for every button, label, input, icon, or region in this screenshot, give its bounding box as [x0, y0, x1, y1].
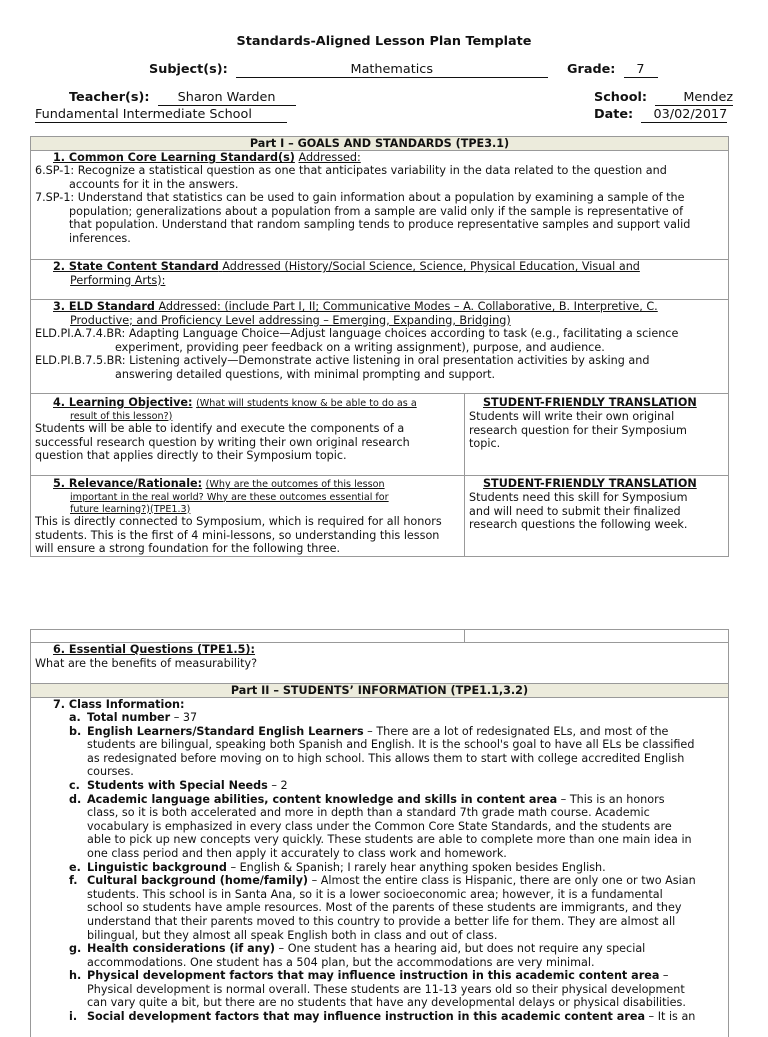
section-7-cell [30, 697, 729, 1037]
date-row [594, 107, 727, 123]
s6-text: What are the benefits of measurability? [35, 657, 258, 670]
s5-line: students. This is the first of 4 mini-lessons, so understanding this lesson [35, 528, 440, 542]
s5-translation-heading: STUDENT-FRIENDLY TRANSLATION [483, 477, 697, 490]
class-info-list [69, 711, 696, 1024]
list-item: g. Health considerations (if any) – One student has a hearing aid, but does not require any special [69, 942, 646, 956]
document-title: Standards-Aligned Lesson Plan Template [236, 34, 532, 49]
section-4-translation-cell [464, 393, 729, 476]
s5-line: This is directly connected to Symposium, which is required for all honors [35, 515, 442, 528]
s3-line: ELD.PI.A.7.4.BR: Adapting Language Choice—Adjust language choices according to task (e.g., facilitating a science [35, 327, 679, 340]
s1-line: 7.SP-1: Understand that statistics can be used to gain information about a population by examining a sample of the [35, 191, 685, 205]
s5-head-small: (Why are the outcomes of this lesson [205, 479, 385, 490]
date-label: Date: [594, 107, 634, 122]
list-item-line: accommodations. One student has a 504 plan, but the accommodations are very minimal. [87, 955, 595, 969]
section-6-cell [30, 642, 729, 684]
part2-band [30, 683, 729, 698]
s3-line: Productive; and Proficiency Level addressing – Emerging, Expanding, Bridging) [70, 313, 511, 327]
s7-heading: 7. Class Information: [53, 698, 185, 711]
s1-line: that population. Understand that random sampling tends to produce representative samples and support valid [69, 218, 691, 232]
s3-body [35, 327, 678, 381]
s2-line: Performing Arts): [70, 273, 166, 287]
s4-line: question that applies directly to their Symposium topic. [35, 449, 347, 463]
s6-heading: 6. Essential Questions (TPE1.5): [53, 643, 256, 656]
section-5-translation-cell [464, 475, 729, 557]
s1-line: accounts for it in the answers. [69, 177, 239, 191]
empty-cell-right [464, 629, 729, 643]
s3-line: ELD.PI.B.7.5.BR: Listening actively—Demonstrate active listening in oral presentation activities by asking and [35, 354, 650, 368]
teacher-label: Teacher(s): [69, 90, 150, 105]
s4-tr-line: topic. [469, 437, 501, 451]
list-item: c. Students with Special Needs – 2 [69, 778, 288, 792]
s5-head-small: important in the real world? Why are these outcomes essential for [70, 491, 389, 503]
s3-line: experiment, providing peer feedback on a writing assignment), purpose, and audience. [115, 340, 605, 354]
list-item: a. Total number – 37 [69, 711, 198, 724]
date-value: 03/02/2017 [641, 107, 727, 123]
s4-heading [53, 396, 417, 423]
grade-label: Grade: [567, 62, 616, 77]
s3-head-bold: 3. ELD Standard [53, 300, 155, 313]
s4-translation-body [469, 410, 687, 451]
s3-head-tail: Addressed: (include Part I, II; Communicative Modes – A. Collaborative, B. Interpretive, C. [158, 300, 658, 313]
teacher-value: Sharon Warden [158, 90, 296, 106]
s4-tr-line: research question for their Symposium [469, 423, 687, 437]
s4-head-small: result of this lesson?) [70, 410, 173, 422]
section-3-cell [30, 299, 729, 394]
part2-band-label: Part II – STUDENTS’ INFORMATION (TPE1.1,3.2) [230, 684, 529, 697]
subject-row [149, 62, 548, 78]
list-item-line: can vary quite a bit, but there are no students that have any developmental delays or physical disabilities. [87, 996, 686, 1010]
s3-heading [53, 300, 658, 327]
school-value: Mendez [655, 90, 733, 106]
s5-tr-line: research questions the following week. [469, 518, 688, 532]
part1-band [30, 136, 729, 151]
list-item-line: as redesignated before moving on to high school. This allows them to start with college accredited English [87, 751, 685, 765]
s5-tr-line: Students need this skill for Symposium [469, 491, 688, 504]
list-item-line: Physical development is normal overall. These students are 11-13 years old so their physical development [87, 982, 685, 996]
list-item-line: bilingual, but they almost all speak English both in class and out of class. [87, 928, 498, 942]
school-label: School: [594, 90, 647, 105]
s5-head-bold: 5. Relevance/Rationale: [53, 477, 203, 490]
s3-line: answering detailed questions, with minimal prompting and support. [115, 367, 496, 381]
s4-line: Students will be able to identify and execute the components of a [35, 422, 405, 435]
subject-label: Subject(s): [149, 62, 228, 77]
s1-line: 6.SP-1: Recognize a statistical question as one that anticipates variability in the data related to the question and [35, 164, 667, 177]
list-item: i. Social development factors that may influence instruction in this academic content area – It is an [69, 1010, 696, 1024]
list-item-line: understand that their parents moved to this country to provide a better life for them. They are almost all [87, 914, 676, 928]
s1-head-bold: 1. Common Core Learning Standard(s) [53, 151, 295, 164]
school-row [594, 90, 733, 106]
s2-heading [53, 260, 640, 287]
s4-body [35, 422, 410, 463]
section-2-cell [30, 259, 729, 300]
list-item-line: one class period and then apply it accurately to class work and homework. [87, 846, 507, 860]
list-item: f. Cultural background (home/family) – Almost the entire class is Hispanic, there are only one or two Asian [69, 874, 696, 888]
empty-cell-left [30, 629, 465, 643]
s5-line: will ensure a strong foundation for the following three. [35, 542, 341, 556]
list-item: h. Physical development factors that may influence instruction in this academic content area – [69, 969, 669, 983]
grade-value: 7 [624, 62, 658, 78]
list-item-line: school so students have ample resources. Most of the parents of these students are immigrants, and they [87, 901, 682, 915]
teacher-row [69, 90, 296, 106]
list-item-line: students are bilingual, speaking both Spanish and English. It is the school's goal to have all ELs be classified [87, 738, 695, 752]
school-value-cont: Fundamental Intermediate School [35, 107, 287, 123]
section-5-cell [30, 475, 465, 557]
section-1-cell [30, 150, 729, 260]
s4-line: successful research question by writing their own original research [35, 435, 410, 449]
part1-band-label: Part I – GOALS AND STANDARDS (TPE3.1) [249, 137, 510, 150]
school-name-cont [35, 107, 287, 123]
section-4-cell [30, 393, 465, 476]
list-item: b. English Learners/Standard English Learners – There are a lot of redesignated ELs, and most of the [69, 724, 669, 738]
s4-translation-heading: STUDENT-FRIENDLY TRANSLATION [483, 396, 697, 409]
grade-row [567, 62, 658, 78]
s5-body [35, 515, 442, 556]
s5-head-small: future learning?)(TPE1.3) [70, 503, 191, 515]
list-item-line: class, so it is both accelerated and more in depth than a standard 7th grade math course. Academic [87, 806, 650, 820]
list-item-line: courses. [87, 765, 134, 779]
s1-head-tail: Addressed: [298, 151, 361, 164]
s4-head-bold: 4. Learning Objective: [53, 396, 193, 409]
s4-head-small: (What will students know & be able to do as a [196, 398, 417, 409]
s1-line: population; generalizations about a population from a sample are valid only if the sample is representative of [69, 204, 684, 218]
s5-translation-body [469, 491, 688, 532]
s1-heading [53, 151, 361, 165]
list-item-line: vocabulary is emphasized in every class under the Common Core State Standards, and the students are [87, 819, 672, 833]
list-item: d. Academic language abilities, content knowledge and skills in content area – This is an honors [69, 792, 665, 806]
s4-tr-line: Students will write their own original [469, 410, 675, 423]
s2-head-tail: Addressed (History/Social Science, Science, Physical Education, Visual and [222, 260, 640, 273]
subject-value: Mathematics [236, 62, 548, 78]
s1-body [35, 164, 690, 246]
list-item-line: students. This school is in Santa Ana, so it is a lower socioeconomic area; however, it is a fundamental [87, 887, 663, 901]
list-item-line: able to pick up new concepts very quickly. These students are able to complete more than one main idea in [87, 833, 692, 847]
s2-head-bold: 2. State Content Standard [53, 260, 219, 273]
s5-tr-line: and will need to submit their finalized [469, 504, 681, 518]
list-item: e. Linguistic background – English & Spanish; I rarely hear anything spoken besides English. [69, 860, 606, 874]
s5-heading [53, 477, 389, 516]
s1-line: inferences. [69, 231, 131, 245]
